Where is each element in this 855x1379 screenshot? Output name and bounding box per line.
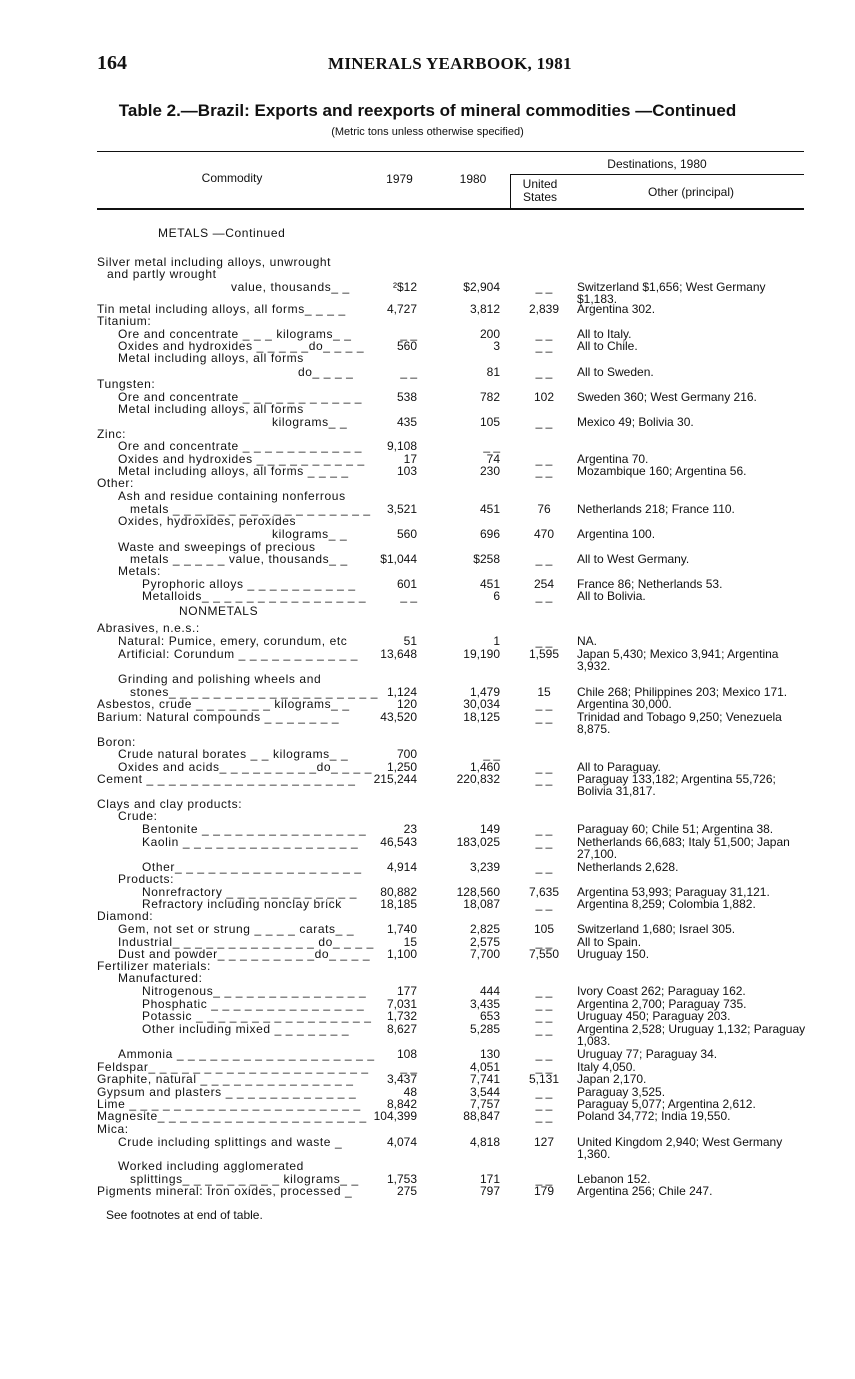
- running-head: MINERALS YEARBOOK, 1981: [328, 54, 572, 73]
- commodity-cell: Ammonia _ _ _ _ _ _ _ _ _ _ _ _ _ _ _ _ _ _: [118, 1047, 375, 1061]
- commodity-cell: Zinc:: [97, 427, 127, 441]
- commodity-cell: Phosphatic _ _ _ _ _ _ _ _ _ _ _ _ _ _: [142, 997, 365, 1011]
- value-united-states: _ _: [535, 365, 553, 379]
- table-row: [0, 1135, 855, 1161]
- value-united-states: _ _: [535, 339, 553, 353]
- commodity-cell: Oxides, hydroxides, peroxides: [118, 514, 297, 528]
- value-1979: 1,124: [386, 685, 417, 699]
- other-destinations: Netherlands 218; France 110.: [577, 502, 735, 516]
- value-united-states: _ _: [535, 935, 553, 949]
- commodity-cell: stones_ _ _ _ _ _ _ _ _ _ _ _ _ _ _ _ _ _ _: [130, 685, 378, 699]
- commodity-cell: Nitrogenous_ _ _ _ _ _ _ _ _ _ _ _ _ _: [142, 984, 367, 998]
- other-destinations: All to Paraguay.: [577, 760, 661, 774]
- value-1979: 275: [396, 1184, 417, 1198]
- value-united-states: 179: [533, 1184, 555, 1198]
- value-1980: 7,700: [469, 947, 500, 961]
- value-1979: 177: [396, 984, 417, 998]
- commodity-cell: value, thousands_ _: [231, 280, 350, 294]
- value-1980: 3: [493, 339, 500, 353]
- value-united-states: _ _: [535, 772, 553, 786]
- commodity-cell: Gem, not set or strung _ _ _ _ carats_ _: [118, 922, 355, 936]
- other-destinations: All to Spain.: [577, 935, 642, 949]
- other-destinations: Japan 2,170.: [577, 1072, 647, 1086]
- value-1979: 3,437: [386, 1072, 417, 1086]
- value-united-states: _ _: [535, 1097, 553, 1111]
- value-1980: 220,832: [456, 772, 500, 786]
- value-1980: 2,575: [469, 935, 500, 949]
- header-bottom-rule: [97, 208, 804, 210]
- value-united-states: 1,595: [528, 647, 560, 661]
- commodity-cell: Abrasives, n.e.s.:: [97, 621, 200, 635]
- value-1979: 1,100: [386, 947, 417, 961]
- value-1980: $258: [473, 552, 500, 566]
- value-1979: _ _: [400, 1060, 417, 1074]
- commodity-cell: Metal including alloys, all forms _ _ _ _: [118, 464, 349, 478]
- value-1979: 8,842: [386, 1097, 417, 1111]
- value-united-states: 5,131: [528, 1072, 560, 1086]
- other-destinations: Japan 5,430; Mexico 3,941; Argentina 3,932.: [577, 647, 779, 673]
- value-1980: 696: [479, 527, 500, 541]
- table-row: [0, 710, 855, 736]
- value-1980: 171: [479, 1172, 500, 1186]
- value-united-states: 7,635: [528, 885, 560, 899]
- value-united-states: _ _: [535, 552, 553, 566]
- other-destinations: Argentina 100.: [577, 527, 656, 541]
- value-1980: 230: [479, 464, 500, 478]
- value-1979: 43,520: [380, 710, 417, 724]
- commodity-cell: Worked including agglomerated: [118, 1159, 304, 1173]
- commodity-cell: Ash and residue containing nonferrous: [118, 489, 346, 503]
- commodity-cell: Titanium:: [97, 314, 152, 328]
- value-1979: 103: [396, 464, 417, 478]
- commodity-cell: Silver metal including alloys, unwrought: [97, 255, 332, 269]
- value-1980: 7,757: [469, 1097, 500, 1111]
- commodity-cell: Ore and concentrate _ _ _ kilograms_ _: [118, 327, 352, 341]
- value-united-states: _ _: [535, 860, 553, 874]
- other-destinations: Paraguay 60; Chile 51; Argentina 38.: [577, 822, 774, 836]
- value-1979: 13,648: [380, 647, 417, 661]
- table-row: [0, 590, 855, 603]
- other-destinations: Ivory Coast 262; Paraguay 162.: [577, 984, 746, 998]
- commodity-cell: Tin metal including alloys, all forms_ _ _ _: [97, 302, 346, 316]
- commodity-cell: Feldspar_ _ _ _ _ _ _ _ _ _ _ _ _ _ _ _ _ _ _ _: [97, 1060, 369, 1074]
- value-1980: 81: [486, 365, 500, 379]
- value-1980: 30,034: [463, 697, 500, 711]
- value-1979: 104,399: [373, 1109, 417, 1123]
- other-destinations: Argentina 30,000.: [577, 697, 672, 711]
- commodity-cell: Clays and clay products:: [97, 797, 243, 811]
- other-destinations: All to Italy.: [577, 327, 632, 341]
- value-united-states: 105: [533, 922, 555, 936]
- commodity-cell: Other_ _ _ _ _ _ _ _ _ _ _ _ _ _ _ _ _: [142, 860, 362, 874]
- commodity-cell: Cement _ _ _ _ _ _ _ _ _ _ _ _ _ _ _ _ _ _ _: [97, 772, 356, 786]
- commodity-cell: Kaolin _ _ _ _ _ _ _ _ _ _ _ _ _ _ _ _: [142, 835, 359, 849]
- other-destinations: Italy 4,050.: [577, 1060, 636, 1074]
- commodity-cell: Metalloids_ _ _ _ _ _ _ _ _ _ _ _ _ _ _: [142, 589, 367, 603]
- value-1979: 23: [403, 822, 417, 836]
- value-1980: 18,125: [463, 710, 500, 724]
- table-row: [0, 403, 855, 416]
- value-1980: 3,239: [469, 860, 500, 874]
- other-destinations: Argentina 70.: [577, 452, 649, 466]
- other-destinations: Argentina 2,700; Paraguay 735.: [577, 997, 747, 1011]
- value-united-states: _ _: [535, 1060, 553, 1074]
- other-destinations: Poland 34,772; India 19,550.: [577, 1109, 731, 1123]
- value-1980: 6: [493, 589, 500, 603]
- value-1979: 538: [396, 390, 417, 404]
- commodity-cell: Asbestos, crude _ _ _ _ _ _ _ kilograms_ _: [97, 697, 350, 711]
- other-destinations: All to Chile.: [577, 339, 638, 353]
- other-destinations: Lebanon 152.: [577, 1172, 651, 1186]
- value-1980: 128,560: [456, 885, 500, 899]
- commodity-cell: Other including mixed _ _ _ _ _ _ _: [142, 1022, 350, 1036]
- commodity-cell: Artificial: Corundum _ _ _ _ _ _ _ _ _ _ _: [118, 647, 358, 661]
- other-destinations: Argentina 2,528; Uruguay 1,132; Paraguay 1,083.: [577, 1022, 806, 1048]
- value-1979: 4,074: [386, 1135, 417, 1149]
- top-rule: [97, 151, 804, 152]
- other-destinations: Switzerland 1,680; Israel 305.: [577, 922, 736, 936]
- value-1980: 105: [479, 415, 500, 429]
- value-united-states: _ _: [535, 589, 553, 603]
- commodity-cell: Metal including alloys, all forms: [118, 402, 304, 416]
- value-united-states: 102: [533, 390, 555, 404]
- table-row: [0, 835, 855, 861]
- commodity-cell: Refractory including nonclay brick: [142, 897, 342, 911]
- commodity-cell: kilograms_ _: [272, 527, 348, 541]
- value-united-states: 127: [533, 1135, 555, 1149]
- value-united-states: _ _: [535, 984, 553, 998]
- value-united-states: _ _: [535, 1172, 553, 1186]
- commodity-cell: Dust and powder_ _ _ _ _ _ _ _ _do_ _ _ _: [118, 947, 371, 961]
- commodity-cell: Oxides and acids_ _ _ _ _ _ _ _ _do_ _ _ _: [118, 760, 373, 774]
- value-united-states: 76: [537, 502, 551, 516]
- value-1980: 797: [479, 1184, 500, 1198]
- value-1980: _ _: [483, 747, 500, 761]
- commodity-cell: Magnesite_ _ _ _ _ _ _ _ _ _ _ _ _ _ _ _ _ _ _: [97, 1109, 367, 1123]
- value-united-states: _ _: [535, 1047, 553, 1061]
- value-1980: 149: [479, 822, 500, 836]
- other-destinations: Argentina 8,259; Colombia 1,882.: [577, 897, 756, 911]
- value-united-states: _ _: [535, 997, 553, 1011]
- value-1979: 15: [403, 935, 417, 949]
- table-subtitle: (Metric tons unless otherwise specified): [331, 126, 524, 138]
- value-1980: 3,544: [469, 1085, 500, 1099]
- value-1980: 4,818: [469, 1135, 500, 1149]
- commodity-cell: kilograms_ _: [272, 415, 348, 429]
- commodity-cell: Natural: Pumice, emery, corundum, etc: [118, 634, 348, 648]
- value-1979: 46,543: [380, 835, 417, 849]
- other-destinations: Paraguay 3,525.: [577, 1085, 666, 1099]
- commodity-cell: Grinding and polishing wheels and: [118, 672, 322, 686]
- value-1980: 782: [479, 390, 500, 404]
- value-united-states: _ _: [535, 822, 553, 836]
- header-commodity: Commodity: [201, 171, 263, 185]
- value-1979: 1,753: [386, 1172, 417, 1186]
- value-1980: 183,025: [456, 835, 500, 849]
- table-row: [0, 1160, 855, 1173]
- value-1979: 4,914: [386, 860, 417, 874]
- value-1979: 48: [403, 1085, 417, 1099]
- value-1980: 4,051: [469, 1060, 500, 1074]
- value-1980: 2,825: [469, 922, 500, 936]
- value-1980: 3,812: [469, 302, 500, 316]
- value-1979: 1,250: [386, 760, 417, 774]
- footnote-note: See footnotes at end of table.: [106, 1208, 263, 1222]
- table-row: [0, 565, 855, 578]
- value-1980: 451: [479, 502, 500, 516]
- value-1979: 7,031: [386, 997, 417, 1011]
- commodity-cell: Oxides and hydroxides _ _ _ _ _ _ _ _ _ _: [118, 452, 365, 466]
- value-1980: 88,847: [463, 1109, 500, 1123]
- value-1980: 19,190: [463, 647, 500, 661]
- value-1980: _ _: [483, 439, 500, 453]
- value-united-states: 2,839: [528, 302, 560, 316]
- value-1979: 1,732: [386, 1009, 417, 1023]
- commodity-cell: Boron:: [97, 735, 136, 749]
- other-destinations: Paraguay 5,077; Argentina 2,612.: [577, 1097, 756, 1111]
- other-destinations: Uruguay 450; Paraguay 203.: [577, 1009, 731, 1023]
- value-1980: 130: [479, 1047, 500, 1061]
- commodity-cell: Barium: Natural compounds _ _ _ _ _ _ _: [97, 710, 340, 724]
- value-united-states: _ _: [535, 327, 553, 341]
- value-united-states: _ _: [535, 452, 553, 466]
- table-row: [0, 1185, 855, 1198]
- value-united-states: _ _: [535, 1009, 553, 1023]
- commodity-cell: Waste and sweepings of precious: [118, 540, 316, 554]
- value-1979: 120: [396, 697, 417, 711]
- header-united-states: United States: [522, 177, 558, 204]
- commodity-cell: Bentonite _ _ _ _ _ _ _ _ _ _ _ _ _ _ _: [142, 822, 367, 836]
- other-destinations: Argentina 53,993; Paraguay 31,121.: [577, 885, 770, 899]
- value-1980: 444: [479, 984, 500, 998]
- commodity-cell: metals _ _ _ _ _ _ _ _ _ _ _ _ _ _ _ _ _ _: [130, 502, 371, 516]
- table-row: [0, 772, 855, 798]
- commodity-cell: Metals:: [118, 564, 161, 578]
- commodity-cell: Oxides and hydroxides _ _ _ _ _do_ _ _ _: [118, 339, 365, 353]
- value-united-states: _ _: [535, 835, 553, 849]
- commodity-cell: Industrial_ _ _ _ _ _ _ _ _ _ _ _ _ do_ _ _ _: [118, 935, 374, 949]
- value-1979: 108: [396, 1047, 417, 1061]
- commodity-cell: Potassic _ _ _ _ _ _ _ _ _ _ _ _ _ _ _ _: [142, 1009, 372, 1023]
- other-destinations: All to Sweden.: [577, 365, 654, 379]
- table-row: [0, 647, 855, 673]
- value-1980: 3,435: [469, 997, 500, 1011]
- other-destinations: Switzerland $1,656; West Germany $1,183.: [577, 280, 766, 306]
- commodity-cell: Ore and concentrate _ _ _ _ _ _ _ _ _ _ _: [118, 439, 363, 453]
- value-united-states: _ _: [535, 415, 553, 429]
- value-united-states: _ _: [535, 1109, 553, 1123]
- page-number: 164: [97, 52, 127, 74]
- value-1979: 601: [396, 577, 417, 591]
- value-1979: 435: [396, 415, 417, 429]
- value-united-states: _ _: [535, 760, 553, 774]
- commodity-cell: do_ _ _ _: [298, 365, 354, 379]
- commodity-cell: metals _ _ _ _ _ value, thousands_ _: [130, 552, 348, 566]
- commodity-cell: Products:: [118, 872, 175, 886]
- value-1979: 700: [396, 747, 417, 761]
- section-heading: [0, 605, 855, 618]
- commodity-cell: Nonrefractory _ _ _ _ _ _ _ _ _ _ _ _: [142, 885, 357, 899]
- value-1979: 80,882: [380, 885, 417, 899]
- value-1979: 18,185: [380, 897, 417, 911]
- other-destinations: Trinidad and Tobago 9,250; Venezuela 8,875.: [577, 710, 782, 736]
- header-destinations: Destinations, 1980: [607, 157, 707, 171]
- value-united-states: _ _: [535, 710, 553, 724]
- value-1979: 9,108: [386, 439, 417, 453]
- destinations-rule: [510, 174, 804, 175]
- commodity-cell: and partly wrought: [107, 267, 217, 281]
- value-1979: 215,244: [373, 772, 417, 786]
- other-destinations: Netherlands 2,628.: [577, 860, 679, 874]
- commodity-cell: Crude including splittings and waste _: [118, 1135, 343, 1149]
- commodity-cell: Metal including alloys, all forms: [118, 351, 304, 365]
- value-1980: 1,479: [469, 685, 500, 699]
- other-destinations: Uruguay 77; Paraguay 34.: [577, 1047, 718, 1061]
- commodity-cell: Other:: [97, 476, 134, 490]
- value-1980: 7,741: [469, 1072, 500, 1086]
- value-1980: $2,904: [463, 280, 500, 294]
- commodity-cell: Fertilizer materials:: [97, 959, 211, 973]
- other-destinations: Mexico 49; Bolivia 30.: [577, 415, 694, 429]
- other-destinations: NA.: [577, 634, 598, 648]
- value-united-states: 7,550: [528, 947, 560, 961]
- other-destinations: France 86; Netherlands 53.: [577, 577, 723, 591]
- value-1979: ²$12: [392, 280, 417, 294]
- commodity-cell: Ore and concentrate _ _ _ _ _ _ _ _ _ _ _: [118, 390, 363, 404]
- commodity-cell: Crude natural borates _ _ kilograms_ _: [118, 747, 349, 761]
- header-other-principal: Other (principal): [647, 185, 735, 199]
- value-1979: 3,521: [386, 502, 417, 516]
- other-destinations: Uruguay 150.: [577, 947, 650, 961]
- value-1979: 17: [403, 452, 417, 466]
- value-united-states: _ _: [535, 1085, 553, 1099]
- table-row: [0, 515, 855, 528]
- header-1979: 1979: [386, 172, 413, 186]
- other-destinations: All to Bolivia.: [577, 589, 646, 603]
- table-row: [0, 280, 855, 306]
- commodity-cell: Pyrophoric alloys _ _ _ _ _ _ _ _ _ _: [142, 577, 356, 591]
- value-1979: 560: [396, 527, 417, 541]
- commodity-cell: Crude:: [118, 809, 158, 823]
- other-destinations: United Kingdom 2,940; West Germany 1,360.: [577, 1135, 783, 1161]
- value-1979: 51: [403, 634, 417, 648]
- commodity-cell: Lime _ _ _ _ _ _ _ _ _ _ _ _ _ _ _ _ _ _ _ _ _: [97, 1097, 361, 1111]
- value-1979: _ _: [400, 589, 417, 603]
- other-destinations: Argentina 302.: [577, 302, 656, 316]
- value-1979: 8,627: [386, 1022, 417, 1036]
- value-1980: 451: [479, 577, 500, 591]
- other-destinations: All to West Germany.: [577, 552, 690, 566]
- commodity-cell: Tungsten:: [97, 377, 156, 391]
- other-destinations: Netherlands 66,683; Italy 51,500; Japan 27,100.: [577, 835, 790, 861]
- value-1979: 4,727: [386, 302, 417, 316]
- commodity-cell: Manufactured:: [118, 971, 203, 985]
- commodity-cell: Graphite, natural _ _ _ _ _ _ _ _ _ _ _ _ _ _: [97, 1072, 354, 1086]
- value-1980: 1,460: [469, 760, 500, 774]
- commodity-cell: Gypsum and plasters _ _ _ _ _ _ _ _ _ _ _ _: [97, 1085, 357, 1099]
- value-1980: 18,087: [463, 897, 500, 911]
- header-1980: 1980: [459, 172, 487, 186]
- other-destinations: Argentina 256; Chile 247.: [577, 1184, 713, 1198]
- value-1980: 653: [479, 1009, 500, 1023]
- value-united-states: _ _: [535, 897, 553, 911]
- value-united-states: _ _: [535, 280, 553, 294]
- value-united-states: 15: [537, 685, 551, 699]
- table-title: Table 2.—Brazil: Exports and reexports of mineral commodities —Continued: [118, 101, 737, 120]
- other-destinations: Chile 268; Philippines 203; Mexico 171.: [577, 685, 788, 699]
- table-row: [0, 1022, 855, 1048]
- value-1980: 74: [486, 452, 500, 466]
- value-united-states: 470: [533, 527, 555, 541]
- us-divider: [510, 174, 511, 208]
- section-heading: [0, 227, 855, 240]
- value-united-states: _ _: [535, 1022, 553, 1036]
- commodity-cell: splittings_ _ _ _ _ _ _ _ _ kilograms_ _: [130, 1172, 359, 1186]
- other-destinations: Paraguay 133,182; Argentina 55,726; Bolivia 31,817.: [577, 772, 776, 798]
- commodity-cell: Diamond:: [97, 909, 154, 923]
- commodity-cell: Mica:: [97, 1122, 129, 1136]
- value-united-states: _ _: [535, 634, 553, 648]
- value-1979: $1,044: [380, 552, 417, 566]
- value-1979: 1,740: [386, 922, 417, 936]
- commodity-cell: Pigments mineral: Iron oxides, processed _: [97, 1184, 353, 1198]
- commodity-cell: METALS —Continued: [158, 226, 286, 240]
- value-1979: _ _: [400, 327, 417, 341]
- value-1980: 1: [493, 634, 500, 648]
- value-united-states: 254: [533, 577, 555, 591]
- value-united-states: _ _: [535, 697, 553, 711]
- other-destinations: Mozambique 160; Argentina 56.: [577, 464, 747, 478]
- value-united-states: _ _: [535, 464, 553, 478]
- table-row: [0, 352, 855, 365]
- value-1980: 200: [479, 327, 500, 341]
- value-1979: _ _: [400, 365, 417, 379]
- value-1979: 560: [396, 339, 417, 353]
- value-1980: 5,285: [469, 1022, 500, 1036]
- other-destinations: Sweden 360; West Germany 216.: [577, 390, 757, 404]
- commodity-cell: NONMETALS: [179, 604, 259, 618]
